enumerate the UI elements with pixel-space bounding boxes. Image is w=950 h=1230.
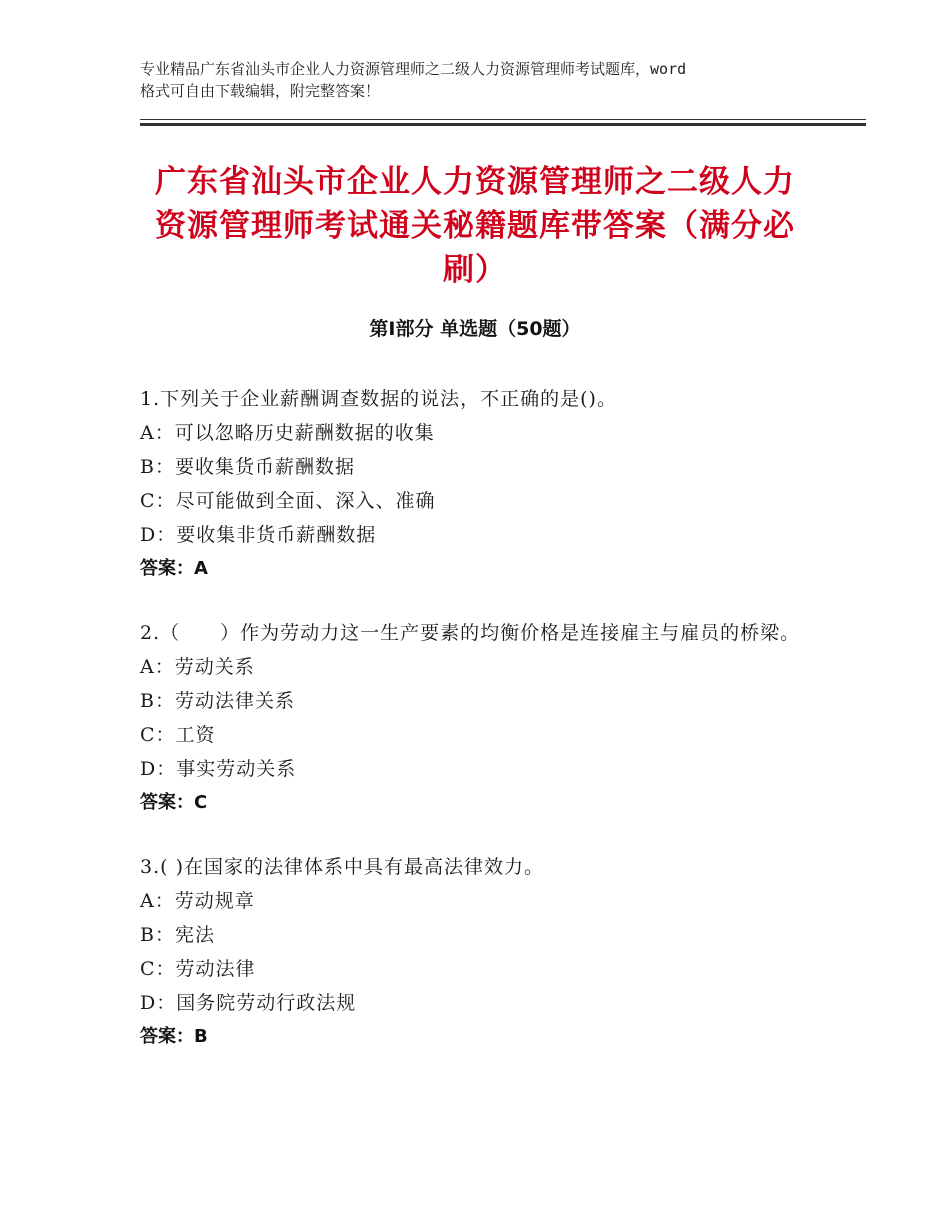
option-a: A：劳动关系 bbox=[140, 656, 255, 678]
option-b: B：劳动法律关系 bbox=[140, 690, 295, 712]
question-stem: 1.下列关于企业薪酬调查数据的说法，不正确的是()。 bbox=[140, 388, 617, 410]
option-d: D：要收集非货币薪酬数据 bbox=[140, 524, 377, 546]
question-list bbox=[140, 382, 820, 1084]
answer: 答案：C bbox=[140, 792, 208, 813]
option-c: C：劳动法律 bbox=[140, 958, 256, 980]
option-d: D：国务院劳动行政法规 bbox=[140, 992, 357, 1014]
header-rule-thick bbox=[140, 123, 866, 126]
option-a: A：可以忽略历史薪酬数据的收集 bbox=[140, 422, 435, 444]
question-stem: 3.( )在国家的法律体系中具有最高法律效力。 bbox=[140, 856, 544, 878]
option-c: C：尽可能做到全面、深入、准确 bbox=[140, 490, 436, 512]
option-c: C：工资 bbox=[140, 724, 216, 746]
section-title: 第Ⅰ部分 单选题（50题） bbox=[369, 318, 581, 340]
answer: 答案：B bbox=[140, 1026, 208, 1047]
option-b: B：要收集货币薪酬数据 bbox=[140, 456, 355, 478]
document-title: 广东省汕头市企业人力资源管理师之二级人力资源管理师考试通关秘籍题库带答案（满分必刷） bbox=[155, 164, 795, 288]
option-b: B：宪法 bbox=[140, 924, 215, 946]
header-note: 专业精品广东省汕头市企业人力资源管理师之二级人力资源管理师考试题库，word 格式可自由下载编辑，附完整答案！ bbox=[140, 60, 687, 100]
question-stem: 2.（ ）作为劳动力这一生产要素的均衡价格是连接雇主与雇员的桥梁。 bbox=[140, 622, 801, 644]
question-3 bbox=[140, 850, 820, 1054]
question-1 bbox=[140, 382, 820, 586]
header-rule-thin bbox=[140, 119, 866, 120]
option-a: A：劳动规章 bbox=[140, 890, 255, 912]
option-d: D：事实劳动关系 bbox=[140, 758, 297, 780]
question-2 bbox=[140, 616, 820, 820]
answer: 答案：A bbox=[140, 558, 208, 579]
